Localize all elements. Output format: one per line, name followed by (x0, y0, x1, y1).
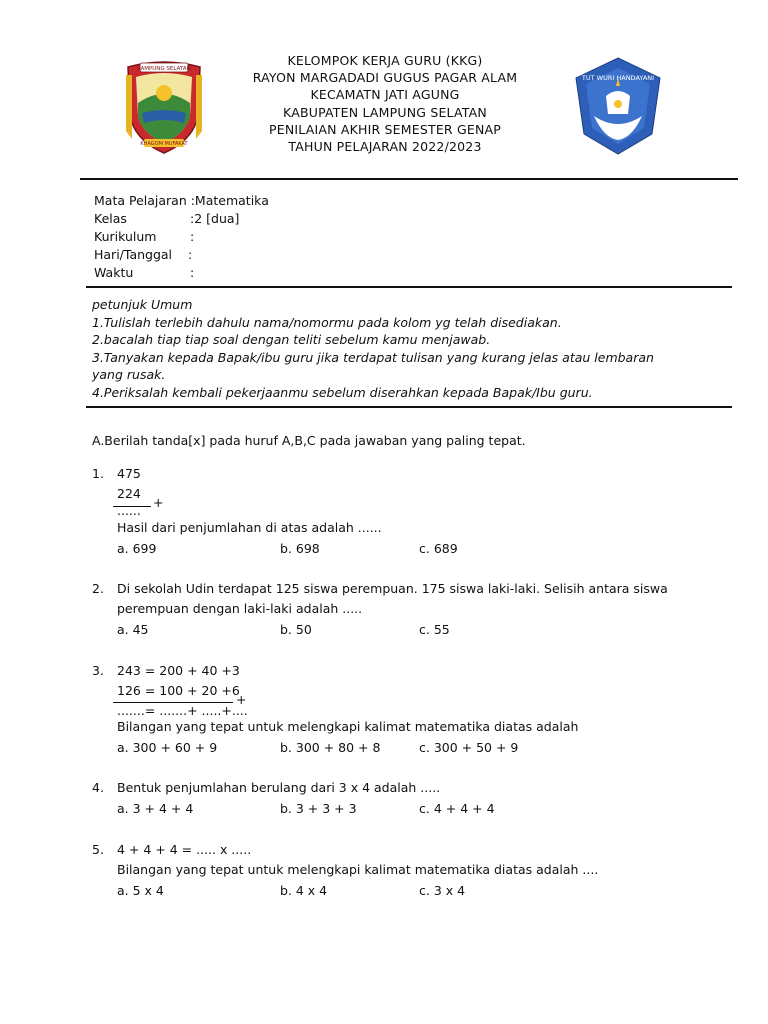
q1-dots: ...... (117, 503, 141, 518)
header-line: TAHUN PELAJARAN 2022/2023 (288, 139, 482, 155)
q3-line3: .......= .......+ .....+.... (117, 703, 248, 718)
class-label: Kelas (94, 211, 127, 226)
class-value: :2 [dua] (190, 211, 240, 226)
q1-text: Hasil dari penjumlahan di atas adalah ...... (117, 520, 382, 535)
header-line: KABUPATEN LAMPUNG SELATAN (283, 104, 487, 120)
q1-plus: + (153, 495, 164, 510)
instructions-title: petunjuk Umum (92, 297, 193, 312)
q5-number: 5. (92, 842, 104, 857)
svg-text:KHAGOM MUFAKAT: KHAGOM MUFAKAT (140, 141, 188, 147)
instructions (92, 296, 672, 402)
q2-number: 2. (92, 581, 104, 596)
section-a-heading: A.Berilah tanda[x] pada huruf A,B,C pada jawaban yang paling tepat. (92, 433, 526, 448)
q4-text: Bentuk penjumlahan berulang dari 3 x 4 adalah ..... (117, 780, 441, 795)
q5-option-b[interactable]: b. 4 x 4 (280, 883, 328, 898)
date-label: Hari/Tanggal (94, 247, 173, 262)
q1-option-a[interactable]: a. 699 (117, 541, 157, 556)
q2-option-a[interactable]: a. 45 (117, 622, 149, 637)
header-block (190, 52, 580, 155)
subject-label: Mata Pelajaran :Matematika (94, 193, 269, 208)
q3-option-c[interactable]: c. 300 + 50 + 9 (419, 740, 519, 755)
q1-option-b[interactable]: b. 698 (280, 541, 320, 556)
q1-line2: 224 (117, 486, 141, 501)
instruction-item: 2.bacalah tiap tiap soal dengan teliti sebelum kamu menjawab. (92, 332, 491, 348)
curriculum-label: Kurikulum (94, 229, 157, 244)
divider (86, 406, 732, 408)
instruction-item: yang rusak. (92, 367, 166, 383)
svg-text:LAMPUNG SELATAN: LAMPUNG SELATAN (137, 66, 191, 72)
instruction-item: 4.Periksalah kembali pekerjaanmu sebelum diserahkan kepada Bapak/Ibu guru. (92, 384, 593, 400)
instruction-item: 3.Tanyakan kepada Bapak/ibu guru jika terdapat tulisan yang kurang jelas atau lembaran (92, 349, 654, 365)
q1-number: 1. (92, 466, 104, 481)
q2-option-c[interactable]: c. 55 (419, 622, 450, 637)
q2-text-2: perempuan dengan laki-laki adalah ..... (117, 601, 363, 616)
q1-line1: 475 (117, 466, 141, 481)
q4-option-b[interactable]: b. 3 + 3 + 3 (280, 801, 357, 816)
q3-plus: + (236, 692, 247, 707)
tut-wuri-handayani-logo (572, 56, 664, 156)
instruction-item: 1.Tulislah terlebih dahulu nama/nomormu pada kolom yg telah disediakan. (92, 314, 562, 330)
q4-option-c[interactable]: c. 4 + 4 + 4 (419, 801, 495, 816)
header-line: KECAMATN JATI AGUNG (310, 87, 460, 103)
divider (80, 178, 738, 180)
header-line: KELOMPOK KERJA GURU (KKG) (287, 53, 483, 68)
q3-option-b[interactable]: b. 300 + 80 + 8 (280, 740, 381, 755)
q3-option-a[interactable]: a. 300 + 60 + 9 (117, 740, 218, 755)
svg-text:TUT WURI HANDAYANI: TUT WURI HANDAYANI (581, 74, 655, 82)
q2-text-1: Di sekolah Udin terdapat 125 siswa perempuan. 175 siswa laki-laki. Selisih antara siswa (117, 581, 668, 596)
q5-line1: 4 + 4 + 4 = ..... x ..... (117, 842, 252, 857)
q3-line2: 126 = 100 + 20 +6 (117, 683, 240, 698)
q2-option-b[interactable]: b. 50 (280, 622, 312, 637)
time-label: Waktu (94, 265, 134, 280)
curriculum-value: : (190, 229, 195, 244)
time-value: : (190, 265, 195, 280)
q5-option-c[interactable]: c. 3 x 4 (419, 883, 466, 898)
date-value: : (188, 247, 193, 262)
divider (86, 286, 732, 288)
q3-number: 3. (92, 663, 104, 678)
q5-text: Bilangan yang tepat untuk melengkapi kalimat matematika diatas adalah .... (117, 862, 599, 877)
q1-option-c[interactable]: c. 689 (419, 541, 458, 556)
header-line: RAYON MARGADADI GUGUS PAGAR ALAM (252, 70, 518, 86)
q5-option-a[interactable]: a. 5 x 4 (117, 883, 164, 898)
q4-number: 4. (92, 780, 104, 795)
q3-line1: 243 = 200 + 40 +3 (117, 663, 240, 678)
q3-text: Bilangan yang tepat untuk melengkapi kalimat matematika diatas adalah (117, 719, 579, 734)
q4-option-a[interactable]: a. 3 + 4 + 4 (117, 801, 194, 816)
header-line: PENILAIAN AKHIR SEMESTER GENAP (269, 121, 501, 137)
